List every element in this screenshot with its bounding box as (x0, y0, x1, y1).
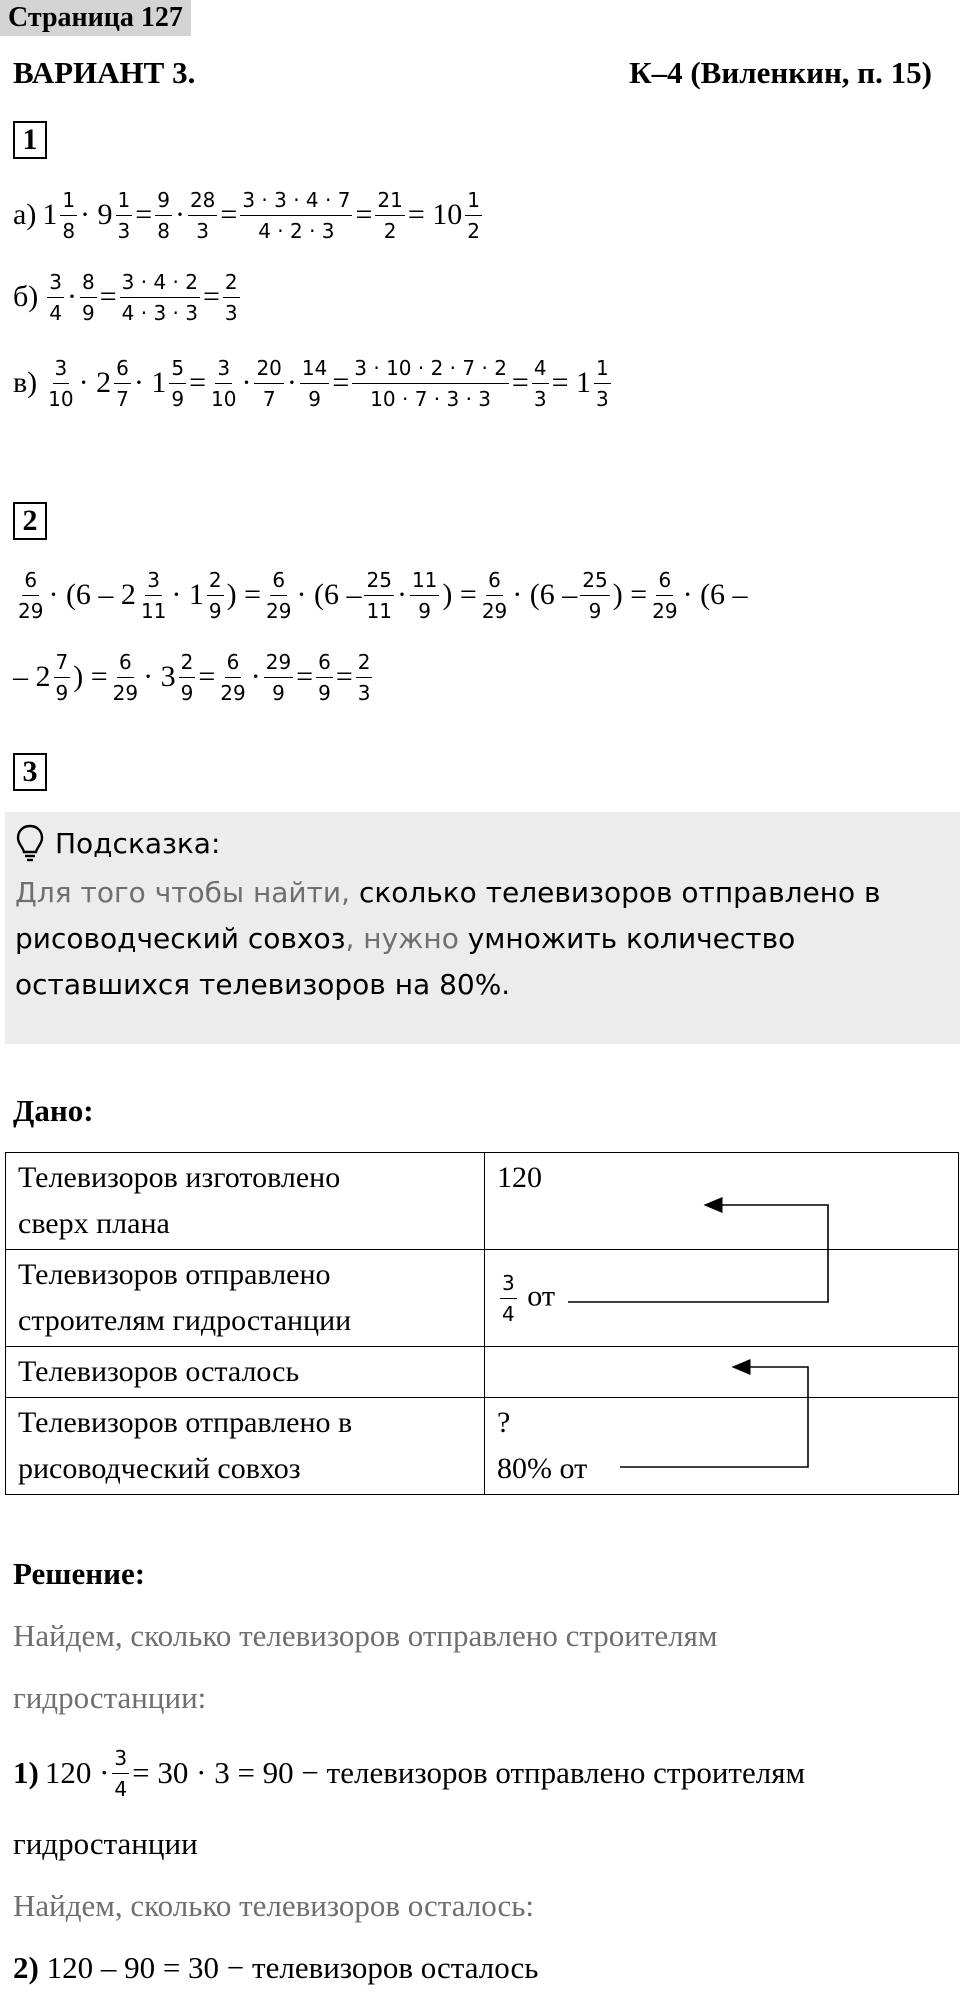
expression-text: ) = (226, 578, 262, 611)
table-cell: ? 80% от (485, 1398, 959, 1495)
page-number: Страница 127 (0, 0, 191, 36)
operator: = (332, 366, 350, 399)
hint-text-highlight: оставшихся телевизоров на 80%. (15, 968, 511, 1001)
fraction: $\frac{2}{9}$ (180, 649, 194, 705)
step-number: 1) (13, 1755, 39, 1790)
solution-text: гидростанции (13, 1826, 198, 1861)
fraction: $\frac{25}{11}$ (366, 567, 392, 623)
given-heading: Дано: (13, 1093, 94, 1128)
operator: = (99, 280, 117, 313)
fraction: $\frac{21}{2}$ (377, 187, 403, 243)
expression-text: · 3 (143, 660, 176, 693)
test-reference: К–4 (Виленкин, п. 15) (629, 55, 932, 90)
fraction: $\frac{3}{4}$ (114, 1745, 128, 1801)
fraction: $\frac{1}{3}$ (596, 355, 609, 411)
solution-step-2 (13, 1950, 538, 1986)
expression-text: ) = (612, 578, 648, 611)
table-cell: Телевизоров изготовлено сверх плана (6, 1153, 485, 1250)
fraction: $\frac{2}{9}$ (208, 567, 222, 623)
arrow-connector (568, 1205, 828, 1302)
fraction: $\frac{1}{8}$ (62, 187, 76, 243)
expression-text: ) = (442, 578, 477, 611)
fraction: $\frac{20}{7}$ (256, 355, 282, 411)
fraction: $\frac{9}{8}$ (157, 187, 170, 243)
fraction: $\frac{5}{9}$ (171, 355, 185, 411)
table-cell: Телевизоров осталось (6, 1347, 485, 1398)
fraction: $\frac{6}{7}$ (116, 355, 129, 411)
hint-text-highlight: умножить количество (467, 922, 796, 955)
solution-heading: Решение: (13, 1556, 146, 1591)
fraction: $\frac{6}{29}$ (481, 567, 508, 623)
variant-title: ВАРИАНТ 3. (13, 55, 196, 90)
fraction: $\frac{3 \cdot 4 \cdot 2}{4 \cdot 3 \cdot 3}$ (121, 269, 198, 325)
expression-text: = (198, 660, 216, 693)
fraction: $\frac{3}{4}$ (49, 269, 62, 325)
operator: = 1 (551, 366, 591, 399)
operator: = (202, 280, 220, 313)
fraction: $\frac{3}{4}$ (502, 1270, 515, 1326)
operator: · (67, 280, 77, 313)
expression-text: · (396, 578, 407, 611)
fraction: $\frac{11}{9}$ (411, 567, 438, 623)
expression-text: · (250, 660, 261, 693)
solution-text: Найдем, сколько телевизоров отправлено строителям (13, 1618, 718, 1653)
fraction: $\frac{25}{9}$ (582, 567, 608, 623)
hint-text-highlight: сколько телевизоров отправлено в (358, 876, 881, 909)
solution-step-1 (13, 1742, 805, 1804)
operator: · (174, 198, 185, 231)
fraction: $\frac{4}{3}$ (533, 355, 547, 411)
item-label: б) (13, 280, 39, 313)
task-2-number: 2 (13, 502, 47, 540)
operator: · 1 (133, 366, 167, 399)
fraction: $\frac{6}{29}$ (18, 567, 44, 623)
expression-text: · (6 – 2 (48, 578, 136, 611)
arrow-connector (620, 1367, 808, 1467)
expression-text: = (296, 660, 314, 693)
operator: = (355, 198, 373, 231)
task-1-number: 1 (13, 121, 47, 159)
step-number: 2) (13, 1950, 39, 1985)
operator: · (241, 366, 252, 399)
fraction: $\frac{6}{29}$ (652, 567, 678, 623)
solution-text: Найдем, сколько телевизоров осталось: (13, 1888, 535, 1923)
cell-text: от (527, 1278, 555, 1312)
fraction: $\frac{6}{9}$ (318, 649, 331, 705)
fraction: $\frac{1}{3}$ (117, 187, 131, 243)
fraction: $\frac{1}{2}$ (467, 187, 480, 243)
table-cell: Телевизоров отправлено строителям гидростанции (6, 1250, 485, 1347)
operator: · 2 (78, 366, 112, 399)
table-cell: 120 (485, 1153, 959, 1250)
expression-text: = (335, 660, 353, 693)
fraction: $\frac{28}{3}$ (189, 187, 216, 243)
expression-text: – 2 (13, 660, 51, 693)
fraction: $\frac{2}{3}$ (224, 269, 238, 325)
fraction: $\frac{3}{11}$ (140, 567, 167, 623)
fraction: $\frac{14}{9}$ (301, 355, 328, 411)
whole-part: 1 (42, 198, 58, 231)
fraction: $\frac{29}{9}$ (265, 649, 292, 705)
expression-text: · (6 – (512, 578, 578, 611)
operator: = (511, 366, 529, 399)
operator: = (189, 366, 206, 399)
step-text: 120 · (44, 1755, 110, 1790)
operator: = (135, 198, 153, 231)
hint-text-plain: , нужно (345, 922, 459, 955)
fraction: $\frac{6}{29}$ (266, 567, 292, 623)
expression-text: · 1 (171, 578, 204, 611)
fraction: $\frac{3}{10}$ (48, 355, 74, 411)
fraction: $\frac{3 \cdot 3 \cdot 4 \cdot 7}{4 \cdot 2 \cdot 3}$ (242, 187, 351, 243)
fraction: $\frac{3 \cdot 10 \cdot 2 \cdot 7 \cdot 2}{10 \cdot 7 \cdot 3 \cdot 3}$ (354, 355, 507, 411)
fraction: $\frac{3}{10}$ (211, 355, 237, 411)
table-cell: Телевизоров отправлено в рисоводческий совхоз (6, 1398, 485, 1495)
fraction: $\frac{7}{9}$ (55, 649, 69, 705)
item-label: в) (13, 366, 38, 399)
hint-text-plain: Для того чтобы найти, (15, 876, 351, 909)
step-text: 120 – 90 = 30 − телевизоров осталось (46, 1950, 539, 1985)
expression-text: ) = (73, 660, 108, 693)
fraction: $\frac{8}{9}$ (82, 269, 95, 325)
item-label: а) (13, 198, 37, 231)
expression-text: · (6 – (296, 578, 362, 611)
operator: · 9 (80, 198, 113, 231)
operator: = 10 (407, 198, 463, 231)
operator: · (286, 366, 297, 399)
operator: = (220, 198, 238, 231)
hint-title: Подсказка: (55, 826, 221, 860)
expression-text: · (6 – (682, 578, 748, 611)
fraction: $\frac{2}{3}$ (357, 649, 371, 705)
hint-text-highlight: рисоводческий совхоз (15, 922, 346, 955)
solution-text: гидростанции: (13, 1680, 207, 1715)
fraction: $\frac{6}{29}$ (220, 649, 246, 705)
fraction: $\frac{6}{29}$ (112, 649, 139, 705)
task-3-number: 3 (13, 753, 47, 791)
step-text: = 30 · 3 = 90 − телевизоров отправлено строителям (132, 1755, 806, 1790)
